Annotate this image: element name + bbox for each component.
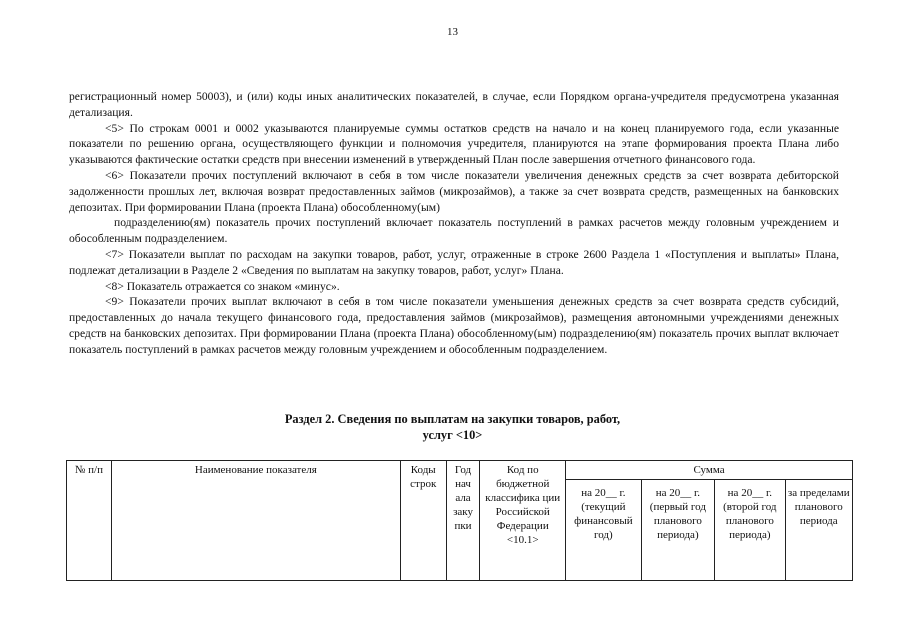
col-header-beyond-plan: за пределами планового периода xyxy=(785,480,852,581)
col-header-current-year: на 20__ г. (текущий финансовый год) xyxy=(566,480,642,581)
purchases-table xyxy=(66,460,853,581)
col-header-first-plan-year: на 20__ г. (первый год планового периода) xyxy=(641,480,714,581)
section-title xyxy=(200,412,705,443)
col-header-sum: Сумма xyxy=(566,461,853,480)
paragraph: <7> Показатели выплат по расходам на закупки товаров, работ, услуг, отраженные в строке 2600 Раздела 1 «Поступления и выплаты» Плана, подлежат детализации в Разделе 2 «Сведения по выплатам на закупку товаров, работ, услуг» Плана. xyxy=(69,247,839,277)
col-header-second-plan-year: на 20__ г. (второй год планового периода) xyxy=(715,480,785,581)
paragraph: регистрационный номер 50003), и (или) коды иных аналитических показателей, в случае, если Порядком органа-учредителя предусмотрена указанная детализация. xyxy=(69,90,839,119)
col-header-row-codes: Коды строк xyxy=(400,461,446,581)
paragraph: <6> Показатели прочих поступлений включают в себя в том числе показатели увеличения денежных средств за счет возврата дебиторской задолженности прошлых лет, включая возврат предоставленных займов (микрозаймов), а также за счет возврата средств, размещенных на банковских депозитах. При формировании Плана (проекта Плана) обособленному(ым) xyxy=(69,168,839,214)
page-number: 13 xyxy=(447,26,458,38)
paragraph: подразделению(ям) показатель прочих поступлений включает показатель поступлений в рамках расчетов между головным учреждением и обособленным подразделением. xyxy=(69,216,839,246)
col-header-purchase-year: Год нач ала заку пки xyxy=(446,461,480,581)
paragraph: <5> По строкам 0001 и 0002 указываются планируемые суммы остатков средств на начало и на конец планируемого года, если указанные показатели по решению органа, осуществляющего функции и полномочия учредителя, планируются на этапе формирования проекта Плана либо указываются фактические остатки средств при внесении изменений в утвержденный План после завершения отчетного финансового года. xyxy=(69,121,839,167)
col-header-name: Наименование показателя xyxy=(111,461,400,581)
col-header-budget-code: Код по бюджетной классифика ции Российской Федерации <10.1> xyxy=(480,461,566,581)
section-title-line: услуг <10> xyxy=(422,427,483,442)
paragraph: <8> Показатель отражается со знаком «минус». xyxy=(105,279,340,293)
body-text xyxy=(69,89,839,358)
section-title-line: Раздел 2. Сведения по выплатам на закупки товаров, работ, xyxy=(284,412,621,426)
paragraph: <9> Показатели прочих выплат включают в себя в том числе показатели уменьшения денежных средств за счет возврата средств субсидий, предоставленных до начала текущего финансового года, предоставления займов (микрозаймов), размещения автономными учреждениями денежных средств на банковских депозитах. При формировании Плана (проекта Плана) обособленному(ым) подразделению(ям) показатель прочих выплат включает показатель поступлений в рамках расчетов между головным учреждением и обособленным подразделением. xyxy=(69,295,839,356)
col-header-number: № п/п xyxy=(67,461,112,581)
